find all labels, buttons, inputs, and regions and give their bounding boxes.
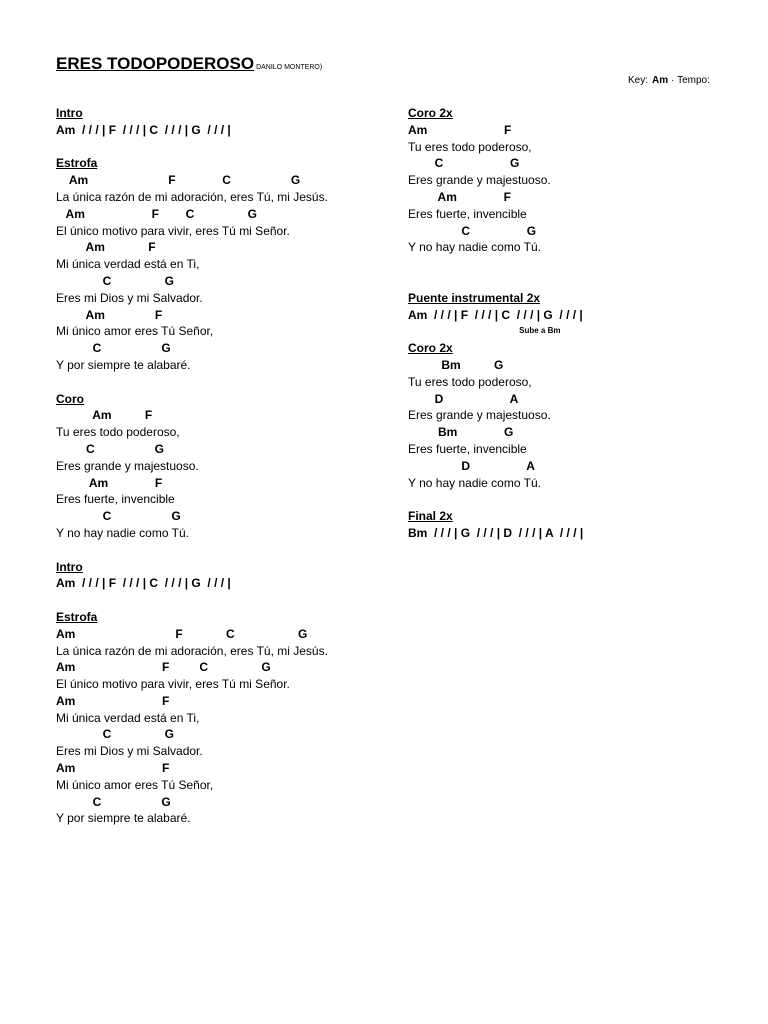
lyric-line: La única razón de mi adoración, eres Tú, mi Jesús. (56, 189, 328, 204)
song-title: ERES TODOPODEROSO (56, 54, 255, 73)
lyric-line: Tu eres todo poderoso, (408, 374, 532, 389)
right-column (408, 105, 728, 542)
section-heading: Estrofa (56, 609, 98, 624)
chord-line: C G (408, 223, 537, 238)
section-heading: Intro (56, 106, 83, 120)
lyric-line: Mi único amor eres Tú Señor, (56, 777, 214, 792)
key-label: Key: (628, 75, 649, 86)
chord-line: Am F (56, 475, 163, 490)
lyric-line: Mi único amor eres Tú Señor, (56, 324, 214, 339)
chord-line: Am / / / | F / / / | C / / / | G / / / | (56, 122, 231, 137)
chord-line: C G (56, 509, 181, 524)
lyric-line: El único motivo para vivir, eres Tú mi Señor. (56, 677, 290, 692)
chord-line: Am F (408, 189, 511, 204)
section-heading: Estrofa (56, 156, 98, 171)
chord-line: Am F (408, 122, 512, 137)
chord-line: Bm / / / | G / / / | D / / / | A / / / | (408, 525, 584, 540)
key-value: Am (652, 75, 669, 86)
chord-line: Am F C G (56, 206, 257, 221)
lyric-line: Y no hay nadie como Tú. (408, 240, 541, 255)
section-heading: Final 2x (408, 509, 453, 524)
blank-line (408, 256, 728, 273)
blank-line (408, 491, 728, 508)
section-heading: Puente instrumental 2x (408, 290, 541, 305)
chord-line: Am / / / | F / / / | C / / / | G / / / | (56, 576, 231, 591)
performance-note: Sube a Bm (408, 326, 561, 336)
lyric-line: Eres fuerte, invencible (56, 492, 175, 507)
chord-line: Am F C G (56, 173, 301, 188)
lyric-line: Y no hay nadie como Tú. (408, 475, 541, 490)
section-heading: Coro 2x (408, 106, 453, 120)
chord-line: Am F (56, 761, 170, 776)
lyric-line: Eres grande y majestuoso. (56, 458, 199, 473)
section-heading: Coro 2x (408, 341, 453, 356)
lyric-line: Eres grande y majestuoso. (408, 173, 551, 188)
lyric-line: Y por siempre te alabaré. (56, 811, 191, 826)
lyric-line: Mi única verdad está en Ti, (56, 710, 200, 725)
chord-line: Am / / / | F / / / | C / / / | G / / / | (408, 307, 583, 322)
section-heading: Coro (56, 391, 84, 406)
lyric-line: Eres fuerte, invencible (408, 206, 527, 221)
lyric-line: Eres mi Dios y mi Salvador. (56, 290, 203, 305)
chord-line: Bm G (408, 425, 514, 440)
lyric-line: La única razón de mi adoración, eres Tú, mi Jesús. (56, 643, 328, 658)
chord-line: Am F (56, 240, 156, 255)
chord-line: C G (56, 441, 165, 456)
section-heading: Intro (56, 559, 83, 574)
chord-line: C G (56, 794, 171, 809)
lyric-line: Eres fuerte, invencible (408, 441, 527, 456)
lyric-line: Tu eres todo poderoso, (408, 139, 532, 154)
key-tempo-line (628, 75, 710, 86)
chord-line: Am F (56, 408, 153, 423)
song-header (56, 54, 322, 74)
song-author: DANILO MONTERO) (256, 64, 323, 71)
blank-line (408, 273, 728, 290)
blank-line (56, 139, 376, 156)
chord-line: C G (408, 156, 520, 171)
chord-line: Am F (56, 693, 170, 708)
chord-line: Am F (56, 307, 163, 322)
lyric-line: Y por siempre te alabaré. (56, 357, 191, 372)
chord-line: D A (408, 458, 535, 473)
lyric-line: Y no hay nadie como Tú. (56, 525, 189, 540)
lyric-line: Tu eres todo poderoso, (56, 425, 180, 440)
left-column (56, 105, 376, 827)
chord-line: C G (56, 341, 171, 356)
chord-line: Am F C G (56, 626, 308, 641)
chord-line: D A (408, 391, 519, 406)
lyric-line: Mi única verdad está en Ti, (56, 257, 200, 272)
blank-line (56, 592, 376, 609)
chord-line: Am F C G (56, 660, 271, 675)
chord-line: C G (56, 273, 175, 288)
lyric-line: El único motivo para vivir, eres Tú mi Señor. (56, 223, 290, 238)
blank-line (56, 542, 376, 559)
lyric-line: Eres grande y majestuoso. (408, 408, 551, 423)
tempo-label: · Tempo: (671, 75, 710, 86)
lyric-line: Eres mi Dios y mi Salvador. (56, 744, 203, 759)
chord-line: Bm G (408, 357, 504, 372)
chord-line: C G (56, 727, 175, 742)
blank-line (56, 374, 376, 391)
